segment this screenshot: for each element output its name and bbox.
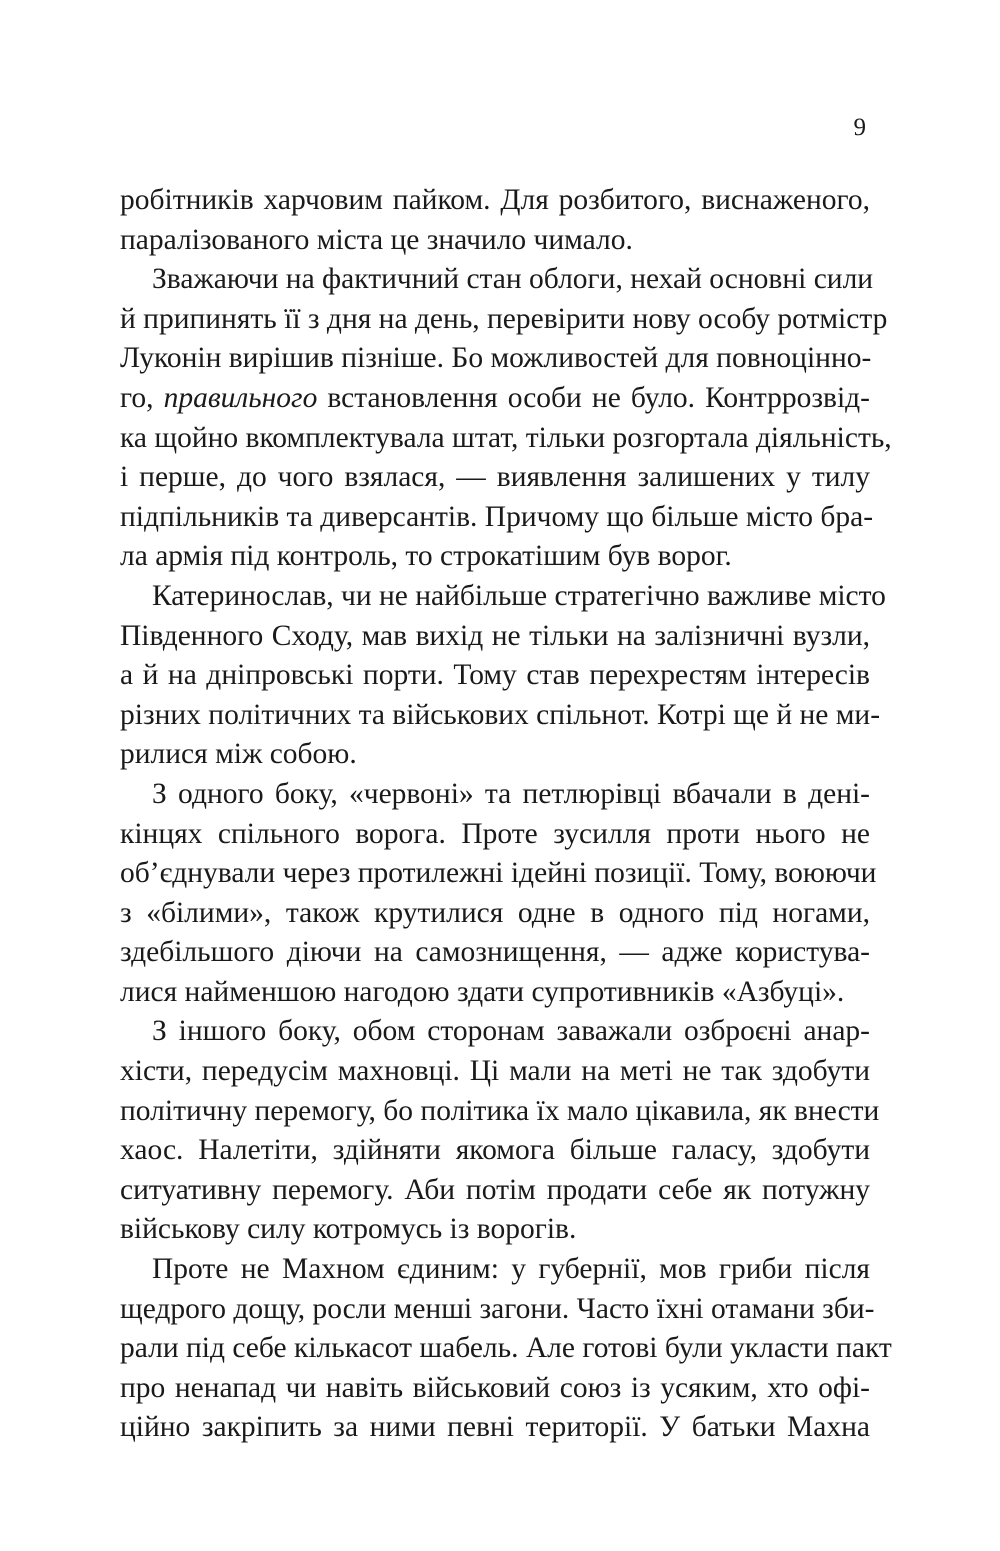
- text-line: й припинять її з дня на день, перевірити нову особу ротмістр: [120, 302, 888, 335]
- italic-suffix: встановлення особи не було. Контррозвід-: [317, 381, 870, 414]
- text-line: робітників харчовим пайком. Для розбитого, виснаженого,: [120, 184, 870, 216]
- text-line: Проте не Махном єдиним: у губернії, мов гриби після: [152, 1253, 870, 1286]
- text-line: Південного Сходу, мав вихід не тільки на залізничні вузли,: [120, 619, 870, 652]
- paragraph: [120, 181, 870, 260]
- text-line: ка щойно вкомплектувала штат, тільки розгортала діяльність,: [120, 421, 892, 454]
- paragraph: [120, 1250, 892, 1448]
- text-line: Катеринослав, чи не найбільше стратегічно важливе місто: [152, 579, 886, 612]
- text-line: ційно закріпить за ними певні території. У батьки Махна: [120, 1411, 870, 1444]
- text-line: з «білими», також крутилися одне в одного під ногами,: [120, 896, 870, 929]
- text-line: військову силу котромусь із ворогів.: [120, 1213, 577, 1246]
- paragraph: [120, 577, 886, 775]
- text-line: щедрого дощу, росли менші загони. Часто їхні отамани зби-: [120, 1292, 875, 1325]
- text-line: об’єднували через протилежні ідейні позиції. Тому, воюючи: [120, 857, 877, 890]
- text-line: про ненапад чи навіть військовий союз із усяким, хто офі-: [120, 1371, 870, 1404]
- text-line: З одного боку, «червоні» та петлюрівці вбачали в дені-: [152, 777, 870, 810]
- text-line: хаос. Налетіти, здійняти якомога більше галасу, здобути: [120, 1134, 870, 1167]
- text-line: ситуативну перемогу. Аби потім продати себе як потужну: [120, 1173, 870, 1206]
- text-line: ла армія під контроль, то строкатішим був ворог.: [120, 540, 732, 573]
- text-line: здебільшого діючи на самознищення, — адже користува-: [120, 936, 870, 969]
- text-line: хісти, передусім махновці. Ці мали на меті не так здобути: [120, 1055, 870, 1088]
- text-line: Луконін вирішив пізніше. Бо можливостей для повноцінно-: [120, 342, 872, 375]
- text-line: паралізованого міста це значило чимало.: [120, 223, 633, 256]
- paragraph: [120, 1012, 880, 1250]
- page-number: 9: [853, 114, 866, 141]
- body-text: [120, 181, 892, 1448]
- paragraph: [120, 260, 892, 577]
- text-line: підпільників та диверсантів. Причому що більше місто бра-: [120, 500, 874, 533]
- text-line: рали під себе кількасот шабель. Але готові були укласти пакт: [120, 1332, 892, 1365]
- paragraph: [120, 775, 877, 1013]
- text-line: і перше, до чого взялася, — виявлення залишених у тилу: [120, 461, 870, 494]
- text-line: лися найменшою нагодою здати супротивників «Азбуці».: [120, 975, 845, 1008]
- italic-prefix: го,: [120, 381, 164, 414]
- text-line: а й на дніпровські порти. Тому став перехрестям інтересів: [120, 659, 870, 692]
- text-line: З іншого боку, обом сторонам заважали озброєні анар-: [152, 1015, 870, 1048]
- italic-word: правильного: [163, 381, 318, 414]
- text-line: Зважаючи на фактичний стан облоги, нехай основні сили: [152, 263, 874, 296]
- text-line: політичну перемогу, бо політика їх мало цікавила, як внести: [120, 1094, 880, 1127]
- text-line: рилися між собою.: [120, 738, 357, 771]
- text-line: різних політичних та військових спільнот. Котрі ще й не ми-: [120, 698, 881, 731]
- text-line-italic: [120, 379, 870, 419]
- text-line: кінцях спільного ворога. Проте зусилля проти нього не: [120, 817, 870, 850]
